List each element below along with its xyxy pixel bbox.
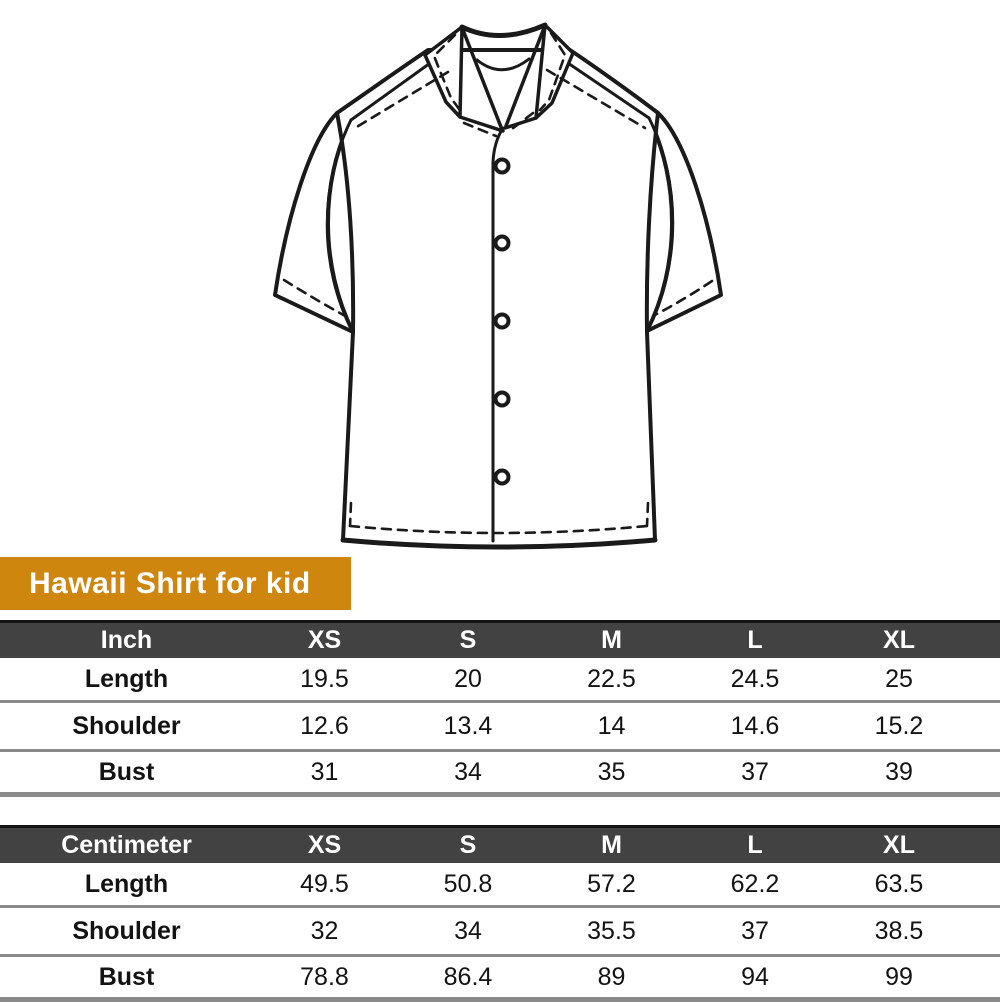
table-cell: 34 [454,757,482,786]
row-label: Shoulder [72,916,181,945]
product-title: Hawaii Shirt for kid [29,566,311,600]
column-header-xs: XS [307,626,342,654]
table-bottom-border [0,792,1000,797]
table-row [0,703,1000,749]
table-header-row [0,828,1000,863]
shirt-button-graphic [496,160,509,173]
unit-header: Inch [100,626,153,654]
column-header-l: L [747,626,763,654]
table-cell: 31 [310,757,339,786]
table-row [0,908,1000,954]
shirt-illustration [250,0,750,560]
table-cell: 32 [310,916,339,945]
table-cell: 35.5 [587,916,636,945]
table-cell: 39 [885,757,913,786]
table-row [0,752,1000,792]
size-table-inch [0,620,1000,797]
shirt-button-graphic [496,393,509,406]
table-cell: 22.5 [587,664,636,693]
table-cell: 86.4 [443,962,493,991]
column-header-l: L [747,831,763,859]
size-table-centimeter [0,825,1000,1002]
row-label: Length [84,869,169,898]
column-header-s: S [459,626,477,654]
table-cell: 25 [885,664,913,693]
table-cell: 49.5 [300,869,349,898]
table-cell: 35 [597,757,626,786]
table-cell: 14.6 [730,711,780,740]
table-row [0,863,1000,905]
column-header-m: M [601,831,622,859]
row-label: Bust [98,757,155,786]
row-label: Length [84,664,169,693]
table-row [0,658,1000,700]
table-cell: 34 [454,916,482,945]
table-cell: 63.5 [874,869,924,898]
table-cell: 37 [741,757,769,786]
table-row [0,957,1000,997]
table-cell: 24.5 [730,664,780,693]
table-cell: 99 [885,962,913,991]
table-cell: 38.5 [874,916,924,945]
row-label: Shoulder [72,711,181,740]
table-cell: 12.6 [300,711,349,740]
table-cell: 94 [741,962,769,991]
column-header-xl: XL [883,626,915,654]
table-cell: 14 [597,711,626,740]
table-cell: 62.2 [730,869,780,898]
column-header-s: S [459,831,477,859]
back-collar-top-edge [462,25,545,36]
table-cell: 78.8 [300,962,349,991]
table-cell: 89 [597,962,626,991]
table-cell: 20 [454,664,482,693]
table-cell: 19.5 [300,664,349,693]
shirt-line-art-svg [250,0,750,560]
column-header-xl: XL [883,831,915,859]
row-label: Bust [98,962,155,991]
table-cell: 57.2 [587,869,636,898]
table-cell: 50.8 [443,869,493,898]
shirt-button-graphic [496,237,509,250]
unit-header: Centimeter [61,831,192,859]
shirt-button-graphic [496,471,509,484]
table-header-row [0,623,1000,658]
table-cell: 13.4 [443,711,493,740]
table-cell: 37 [741,916,769,945]
shirt-button-graphic [496,315,509,328]
product-title-banner [0,557,351,610]
column-header-m: M [601,626,622,654]
column-header-xs: XS [307,831,342,859]
table-cell: 15.2 [874,711,924,740]
